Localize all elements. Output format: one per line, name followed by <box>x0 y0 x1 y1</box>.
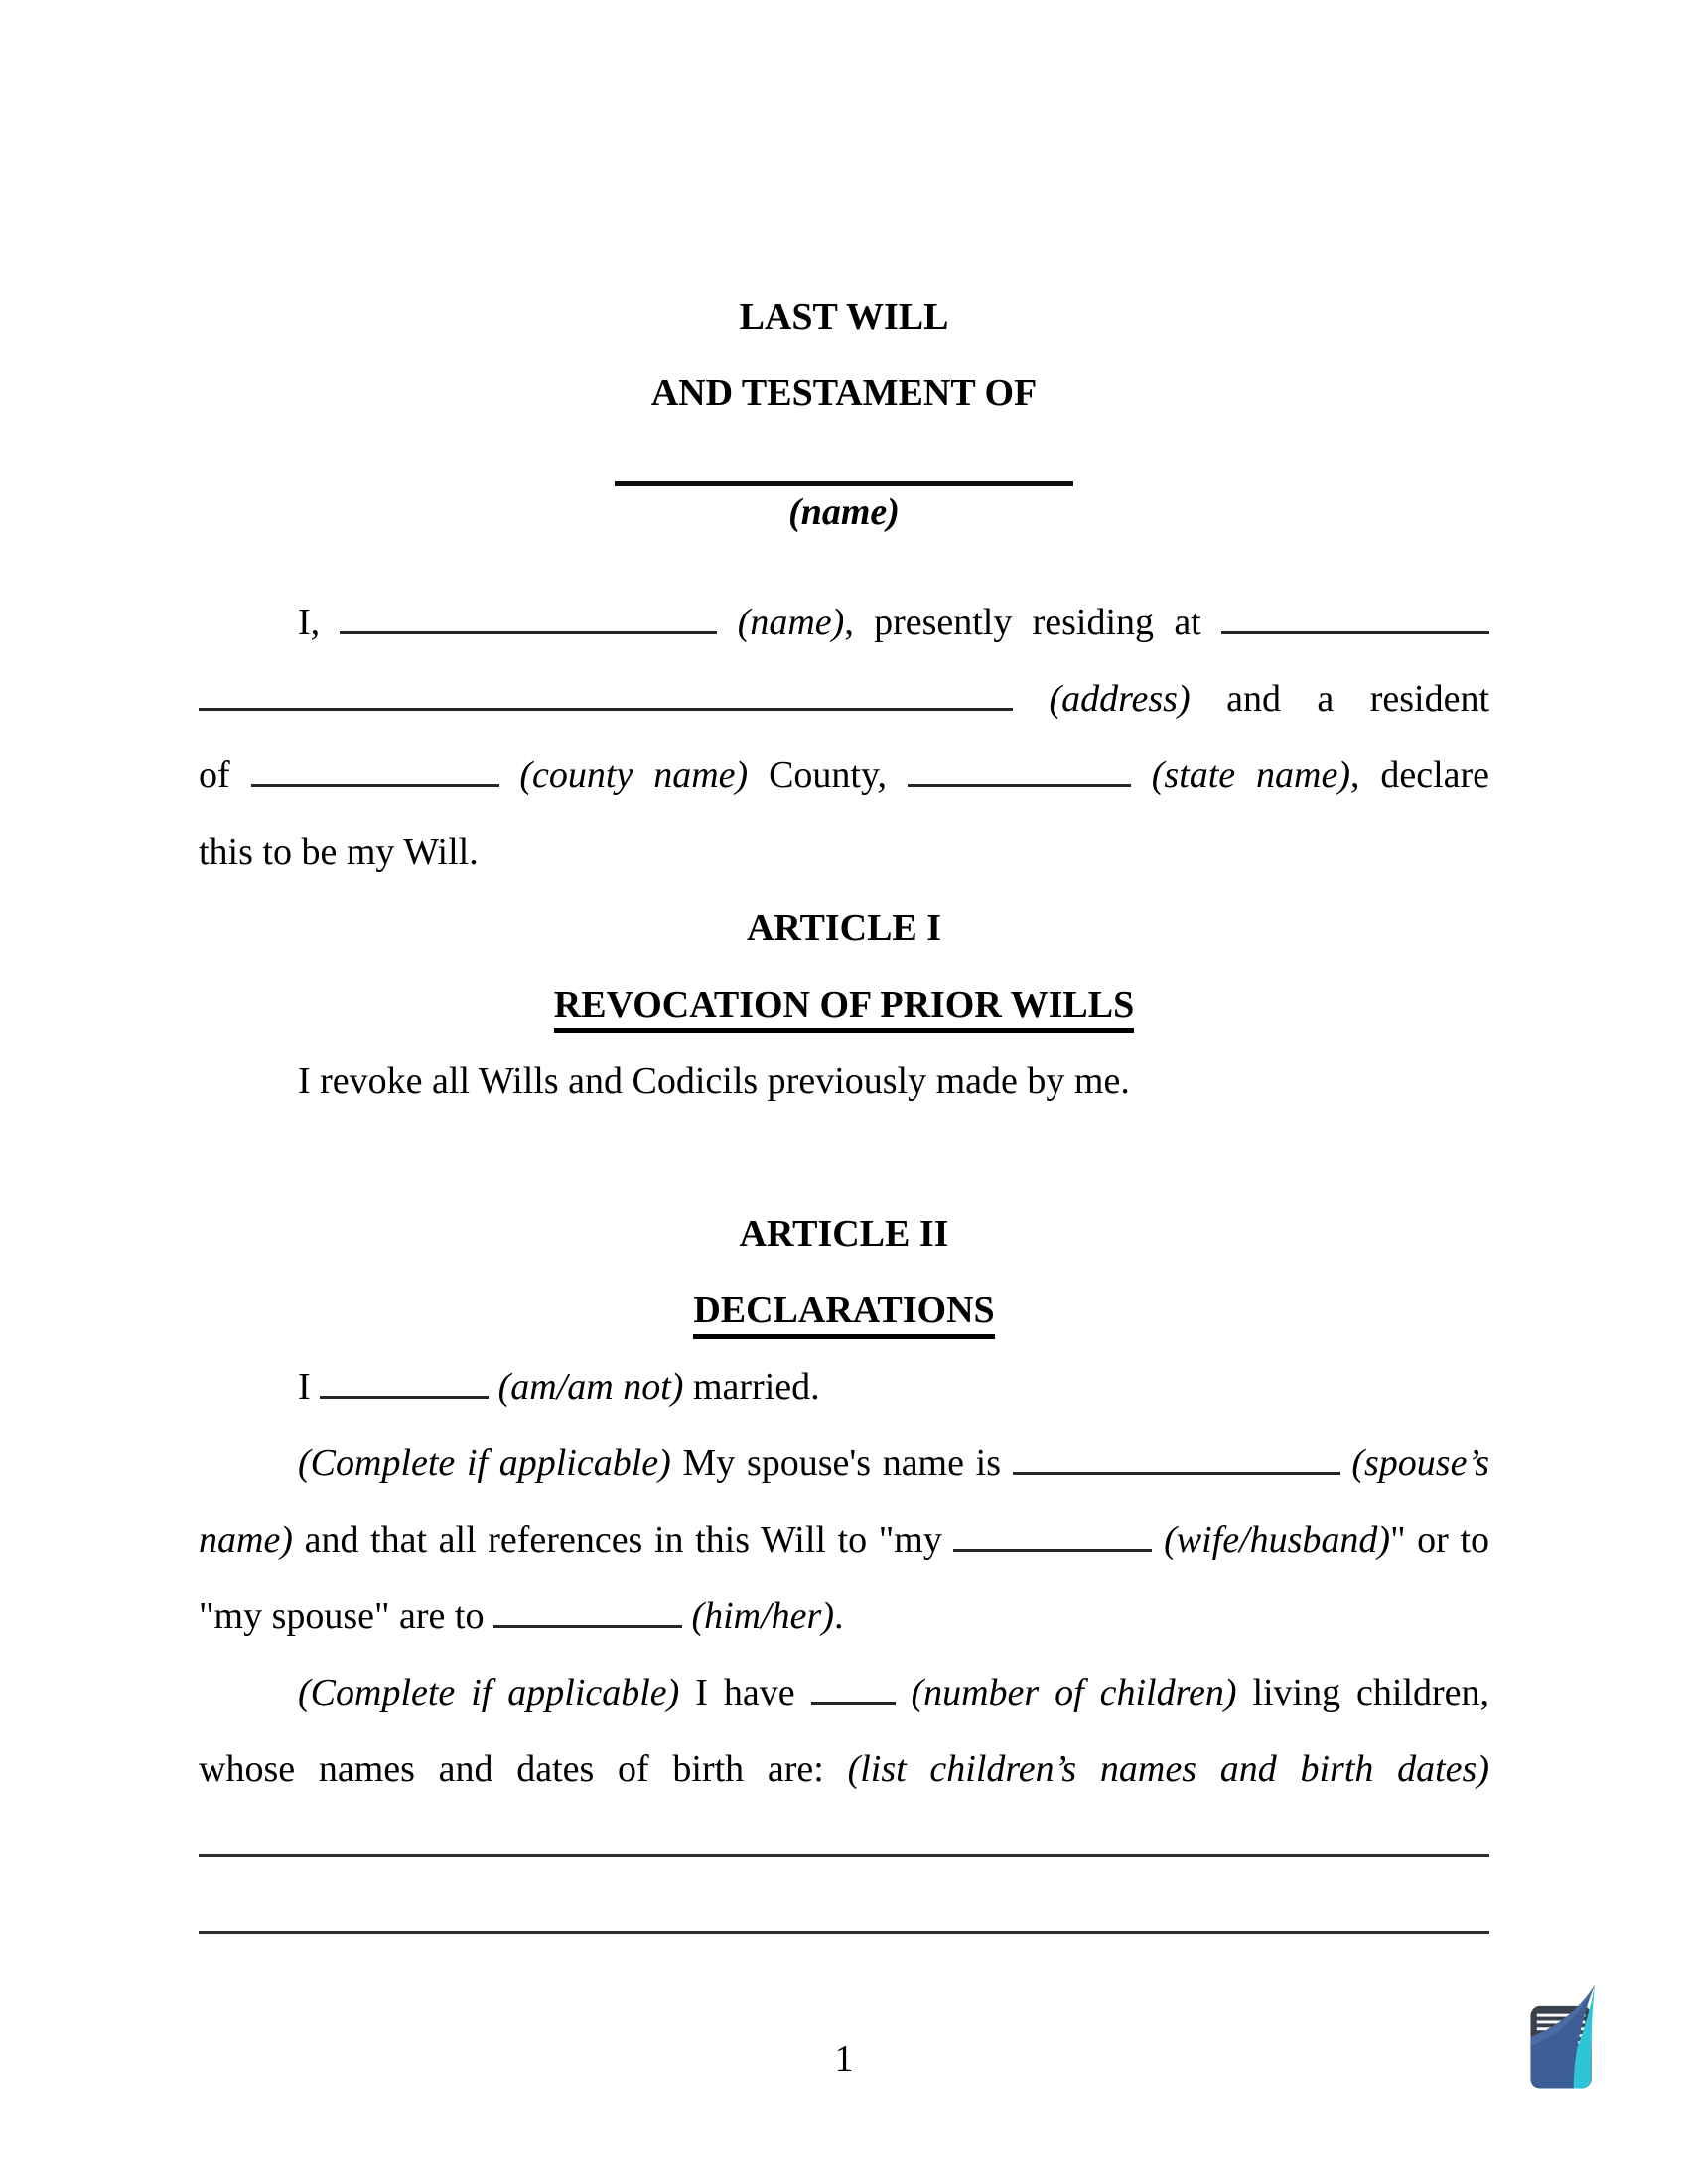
article-2-heading: ARTICLE II <box>739 1213 949 1255</box>
wife-husband-blank <box>953 1529 1152 1552</box>
spouse-line-3 <box>199 1578 1489 1655</box>
spouse-hint-end: name) <box>199 1519 293 1561</box>
complete-if-applicable-note: (Complete if applicable) <box>298 1442 671 1484</box>
county-hint: (county name) <box>519 754 749 796</box>
spouse-hint-start: (spouse’s <box>1351 1442 1489 1484</box>
title-line-2: AND TESTAMENT OF <box>650 372 1038 414</box>
logo-icon <box>1529 1983 1597 2090</box>
children-line-1 <box>199 1655 1489 1731</box>
i-have-text: I have <box>695 1672 795 1713</box>
children-list-line-1 <box>199 1808 1489 1884</box>
children-paragraph <box>199 1655 1489 1961</box>
address-blank <box>199 688 1013 711</box>
article-2-subheading-line <box>199 1273 1489 1349</box>
spouse-period: . <box>834 1595 844 1637</box>
married-status-blank <box>320 1376 489 1399</box>
intro-line-4: this to be my Will. <box>199 831 479 873</box>
article-1-heading: ARTICLE I <box>746 907 942 949</box>
document-swoosh-logo-icon <box>1529 1983 1597 2090</box>
article-2-subheading: DECLARATIONS <box>693 1290 994 1339</box>
article-1-subheading-line <box>199 967 1489 1043</box>
complete-if-applicable-note-2: (Complete if applicable) <box>298 1672 680 1713</box>
intro-pre: I, <box>298 602 321 643</box>
page-number: 1 <box>834 2038 854 2080</box>
children-count-hint: (number of children) <box>911 1672 1237 1713</box>
married-pre: I <box>298 1366 311 1408</box>
article-1-body: I revoke all Wills and Codicils previously made by me. <box>298 1060 1130 1102</box>
birth-dates-text: whose names and dates of birth are: <box>199 1748 824 1790</box>
children-list-blank-2 <box>199 1911 1489 1934</box>
address-hint: (address) <box>1049 678 1191 720</box>
wife-husband-hint: (wife/husband) <box>1164 1519 1391 1561</box>
intro-line-1 <box>199 585 1489 661</box>
name-hint: (name) <box>737 602 845 643</box>
married-status-line <box>199 1349 1489 1426</box>
title-line-1: LAST WILL <box>739 296 949 338</box>
intro-mid: , presently residing at <box>844 602 1201 643</box>
intro-resident-text: and a resident <box>1226 678 1490 720</box>
living-children-text: living children, <box>1252 1672 1490 1713</box>
children-count-blank <box>811 1682 896 1705</box>
my-spouse-text: "my spouse" are to <box>199 1595 485 1637</box>
state-hint: (state name) <box>1151 754 1350 796</box>
intro-line-2 <box>199 661 1489 738</box>
testator-name-blank <box>340 612 717 634</box>
spouse-name-text: My spouse's name is <box>682 1442 1002 1484</box>
children-list-blank-1 <box>199 1835 1489 1857</box>
intro-of: of <box>199 754 230 796</box>
him-her-hint: (him/her) <box>691 1595 834 1637</box>
spouse-line-2 <box>199 1502 1489 1578</box>
county-word: County, <box>769 754 887 796</box>
children-list-line-2 <box>199 1884 1489 1961</box>
married-post: married. <box>692 1366 820 1408</box>
spouse-name-blank <box>1013 1452 1340 1475</box>
state-blank <box>908 764 1131 787</box>
article-1-subheading: REVOCATION OF PRIOR WILLS <box>554 984 1134 1033</box>
residence-blank <box>1221 612 1489 634</box>
references-text: and that all references in this Will to "my <box>304 1519 942 1561</box>
spouse-line-1 <box>199 1426 1489 1502</box>
married-hint: (am/am not) <box>497 1366 684 1408</box>
county-blank <box>251 764 499 787</box>
children-list-hint: (list children’s names and birth dates) <box>847 1748 1489 1790</box>
intro-declare: , declare <box>1350 754 1490 796</box>
children-line-2 <box>199 1731 1489 1808</box>
spouse-paragraph <box>199 1426 1489 1655</box>
or-to-text: " or to <box>1390 1519 1490 1561</box>
intro-line-3 <box>199 738 1489 814</box>
name-caption: (name) <box>788 491 900 533</box>
intro-paragraph <box>199 585 1489 890</box>
him-her-blank <box>493 1605 682 1628</box>
